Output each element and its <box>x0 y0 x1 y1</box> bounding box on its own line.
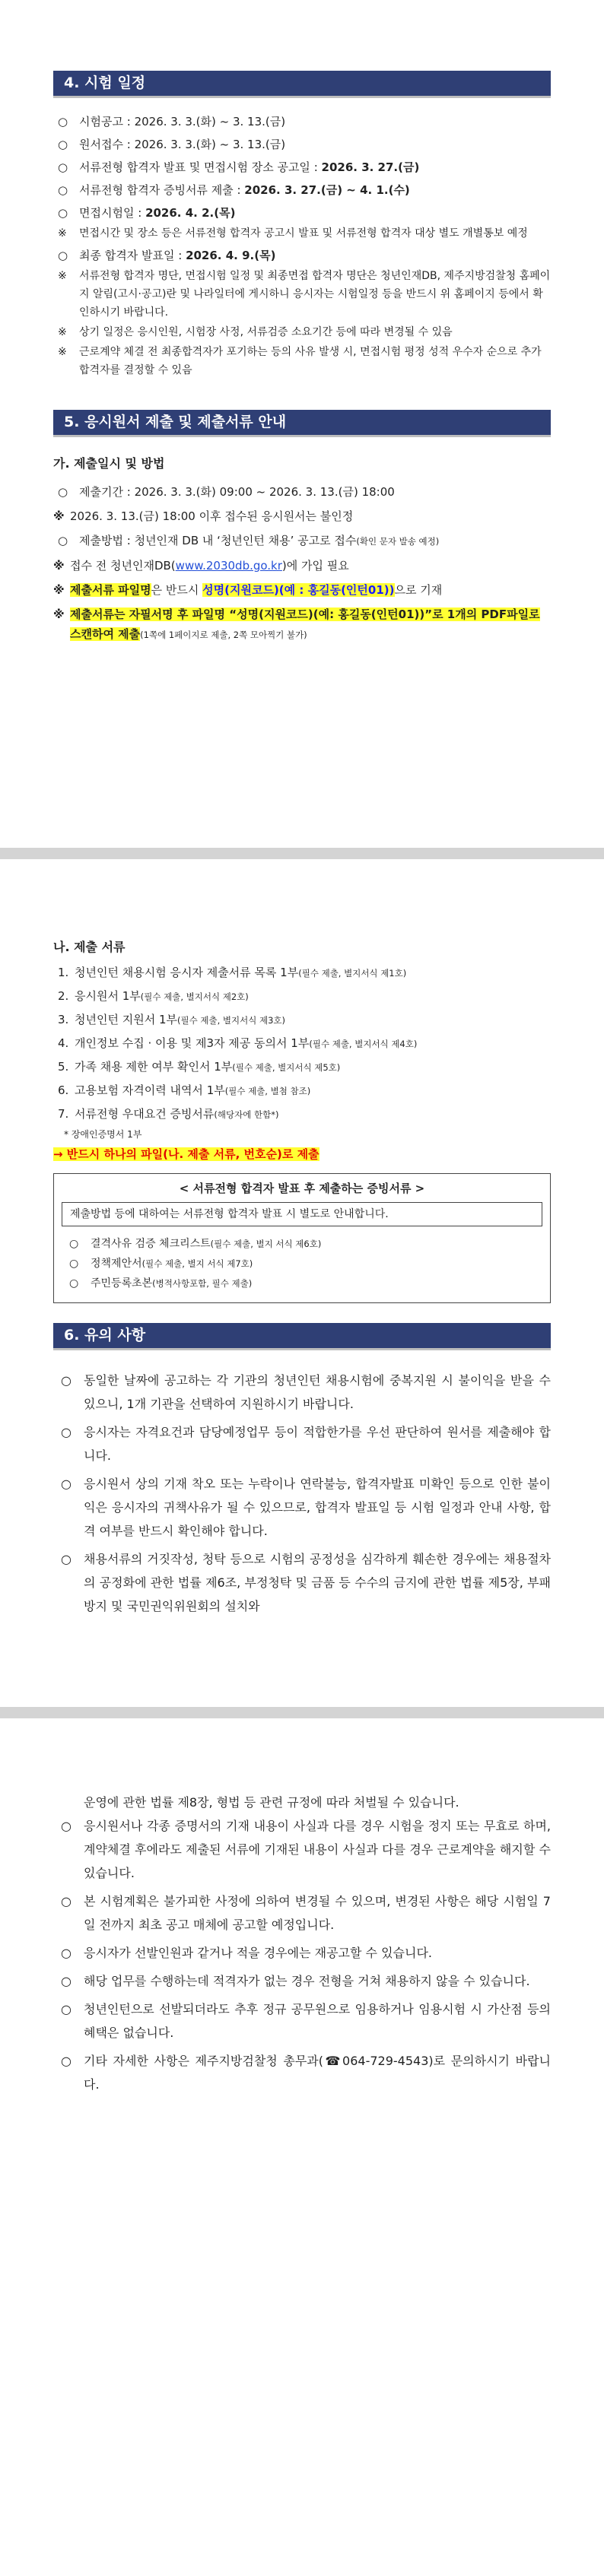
schedule-item: ○ 원서접수 : 2026. 3. 3.(화) ~ 3. 13.(금) <box>58 135 551 154</box>
section-header-schedule: 4. 시험 일정 <box>53 71 551 98</box>
schedule-item: ○ 면접시험일 : 2026. 4. 2.(목) <box>58 203 551 223</box>
submission-method: ○ 제출방법 : 청년인재 DB 내 ‘청년인턴 채용’ 공고로 접수(확인 문자 발송 예정) <box>58 531 551 551</box>
evidence-box-notice: 제출방법 등에 대하여는 서류전형 합격자 발표 시 별도로 안내합니다. <box>62 1202 542 1226</box>
document-item: 7. 서류전형 우대요건 증빙서류(해당자에 한함*) <box>58 1107 279 1121</box>
single-file-note: → 반드시 하나의 파일(나. 제출 서류, 번호순)로 제출 <box>53 1147 319 1161</box>
schedule-note: ※ 서류전형 합격자 명단, 면접시험 일정 및 최종면접 합격자 명단은 청년인재DB, 제주지방검찰청 홈페이지 알림(고시·공고)란 및 나라일터에 게시하니 응시자는 시험일정 등을 반드시 위 홈페이지 등에서 확인하시기 바랍니다. <box>58 267 551 322</box>
precautions-list-continued <box>53 1814 551 2096</box>
document-item: 5. 가족 채용 제한 여부 확인서 1부(필수 제출, 별지서식 제5호) <box>58 1060 341 1074</box>
evidence-item: ○ 결격사유 검증 체크리스트(필수 제출, 별지 서식 제6호) <box>69 1234 542 1254</box>
document-page-3 <box>0 1718 604 2576</box>
document-page-2 <box>0 859 604 1707</box>
schedule-item: ○ 시험공고 : 2026. 3. 3.(화) ~ 3. 13.(금) <box>58 112 551 132</box>
precaution-continuation: 운영에 관한 법률 제8장, 형법 등 관련 규정에 따라 처벌될 수 있습니다. <box>84 1795 459 1810</box>
schedule-item: ○ 서류전형 합격자 발표 및 면접시험 장소 공고일 : 2026. 3. 27.(금) <box>58 157 551 177</box>
document-page-1 <box>0 0 604 848</box>
schedule-list <box>53 112 551 379</box>
filename-note: ※ 제출서류 파일명은 반드시 성명(지원코드)(예 : 홍길동(인턴01))으로 기재 <box>53 580 551 600</box>
sub-heading-period: 가. 제출일시 및 방법 <box>53 456 165 471</box>
join-note: ※ 접수 전 청년인재DB(www.2030db.go.kr)에 가입 필요 <box>53 556 551 576</box>
precaution-item: ○ 해당 업무를 수행하는데 적격자가 없는 경우 전형을 거쳐 채용하지 않을 수 있습니다. <box>61 1969 551 1993</box>
disability-note: * 장애인증명서 1부 <box>64 1129 142 1140</box>
evidence-box-title: < 서류전형 합격자 발표 후 제출하는 증빙서류 > <box>179 1182 425 1195</box>
precaution-item: ○ 청년인턴으로 선발되더라도 추후 정규 공무원으로 임용하거나 임용시험 시 가산점 등의 혜택은 없습니다. <box>61 1997 551 2045</box>
document-item: 3. 청년인턴 지원서 1부(필수 제출, 별지서식 제3호) <box>58 1013 286 1026</box>
document-item: 1. 청년인턴 채용시험 응시자 제출서류 목록 1부(필수 제출, 별지서식 제1호) <box>58 966 407 979</box>
document-item: 2. 응시원서 1부(필수 제출, 별지서식 제2호) <box>58 989 249 1003</box>
precaution-item: ○ 본 시험계획은 불가피한 사정에 의하여 변경될 수 있으며, 변경된 사항은 해당 시험일 7일 전까지 최초 공고 매체에 공고할 예정입니다. <box>61 1889 551 1937</box>
interview-note: ※ 면접시간 및 장소 등은 서류전형 합격자 공고시 발표 및 서류전형 합격자 대상 별도 개별통보 예정 <box>58 224 551 243</box>
schedule-note: ※ 근로계약 체결 전 최종합격자가 포기하는 등의 사유 발생 시, 면접시험 평정 성적 우수자 순으로 추가 합격자를 결정할 수 있음 <box>58 343 551 379</box>
sub-heading-documents: 나. 제출 서류 <box>53 940 126 954</box>
scan-note: ※ 제출서류는 자필서명 후 파일명 “성명(지원코드)(예: 홍길동(인턴01))”로 1개의 PDF파일로 스캔하여 제출(1쪽에 1페이지로 제출, 2쪽 모아찍기 불가) <box>53 604 551 645</box>
schedule-item: ○ 서류전형 합격자 증빙서류 제출 : 2026. 3. 27.(금) ~ 4. 1.(수) <box>58 180 551 200</box>
precaution-item: ○ 응시자가 선발인원과 같거나 적을 경우에는 재공고할 수 있습니다. <box>61 1941 551 1965</box>
section-header-application: 5. 응시원서 제출 및 제출서류 안내 <box>53 410 551 437</box>
precautions-list <box>53 1369 551 1618</box>
evidence-box <box>53 1173 551 1303</box>
precaution-item: ○ 응시원서 상의 기재 착오 또는 누락이나 연락불능, 합격자발표 미확인 등으로 인한 불이익은 응시자의 귀책사유가 될 수 있으므로, 합격자 발표일 등 시험 일정과 안내 사항, 합격 여부를 반드시 확인해야 합니다. <box>61 1472 551 1543</box>
db-link[interactable]: www.2030db.go.kr <box>175 559 282 573</box>
late-note: ※ 2026. 3. 13.(금) 18:00 이후 접수된 응시원서는 불인정 <box>53 506 551 526</box>
final-announcement: ○ 최종 합격자 발표일 : 2026. 4. 9.(목) <box>58 246 551 265</box>
precaution-item: ○ 기타 자세한 사항은 제주지방검찰청 총무과(☎064-729-4543)로 문의하시기 바랍니다. <box>61 2049 551 2096</box>
precaution-item: ○ 채용서류의 거짓작성, 청탁 등으로 시험의 공정성을 심각하게 훼손한 경우에는 채용절차의 공정화에 관한 법률 제6조, 부정청탁 및 금품 등 수수의 금지에 관한 법률 제5장, 부패방지 및 국민권익위원회의 설치와 <box>61 1547 551 1618</box>
schedule-note: ※ 상기 일정은 응시인원, 시험장 사정, 서류검증 소요기간 등에 따라 변경될 수 있음 <box>58 323 551 341</box>
section-header-precautions: 6. 유의 사항 <box>53 1323 551 1350</box>
submission-period: ○ 제출기간 : 2026. 3. 3.(화) 09:00 ~ 2026. 3. 13.(금) 18:00 <box>58 482 551 502</box>
evidence-item: ○ 주민등록초본(병적사항포함, 필수 제출) <box>69 1274 542 1293</box>
document-item: 4. 개인정보 수집 · 이용 및 제3자 제공 동의서 1부(필수 제출, 별지서식 제4호) <box>58 1036 418 1050</box>
precaution-item: ○ 응시원서나 각종 증명서의 기재 내용이 사실과 다를 경우 시험을 정지 또는 무효로 하며, 계약체결 후에라도 제출된 서류에 기재된 내용이 사실과 다를 경우 근로계약을 해지할 수 있습니다. <box>61 1814 551 1885</box>
precaution-item: ○ 응시자는 자격요건과 담당예정업무 등이 적합한가를 우선 판단하여 원서를 제출해야 합니다. <box>61 1420 551 1467</box>
evidence-item: ○ 정책제안서(필수 제출, 별지 서식 제7호) <box>69 1254 542 1274</box>
document-list <box>53 963 551 1125</box>
document-item: 6. 고용보험 자격이력 내역서 1부(필수 제출, 별첨 참조) <box>58 1083 311 1097</box>
precaution-item: ○ 동일한 날짜에 공고하는 각 기관의 청년인턴 채용시험에 중복지원 시 불이익을 받을 수 있으니, 1개 기관을 선택하여 지원하시기 바랍니다. <box>61 1369 551 1416</box>
